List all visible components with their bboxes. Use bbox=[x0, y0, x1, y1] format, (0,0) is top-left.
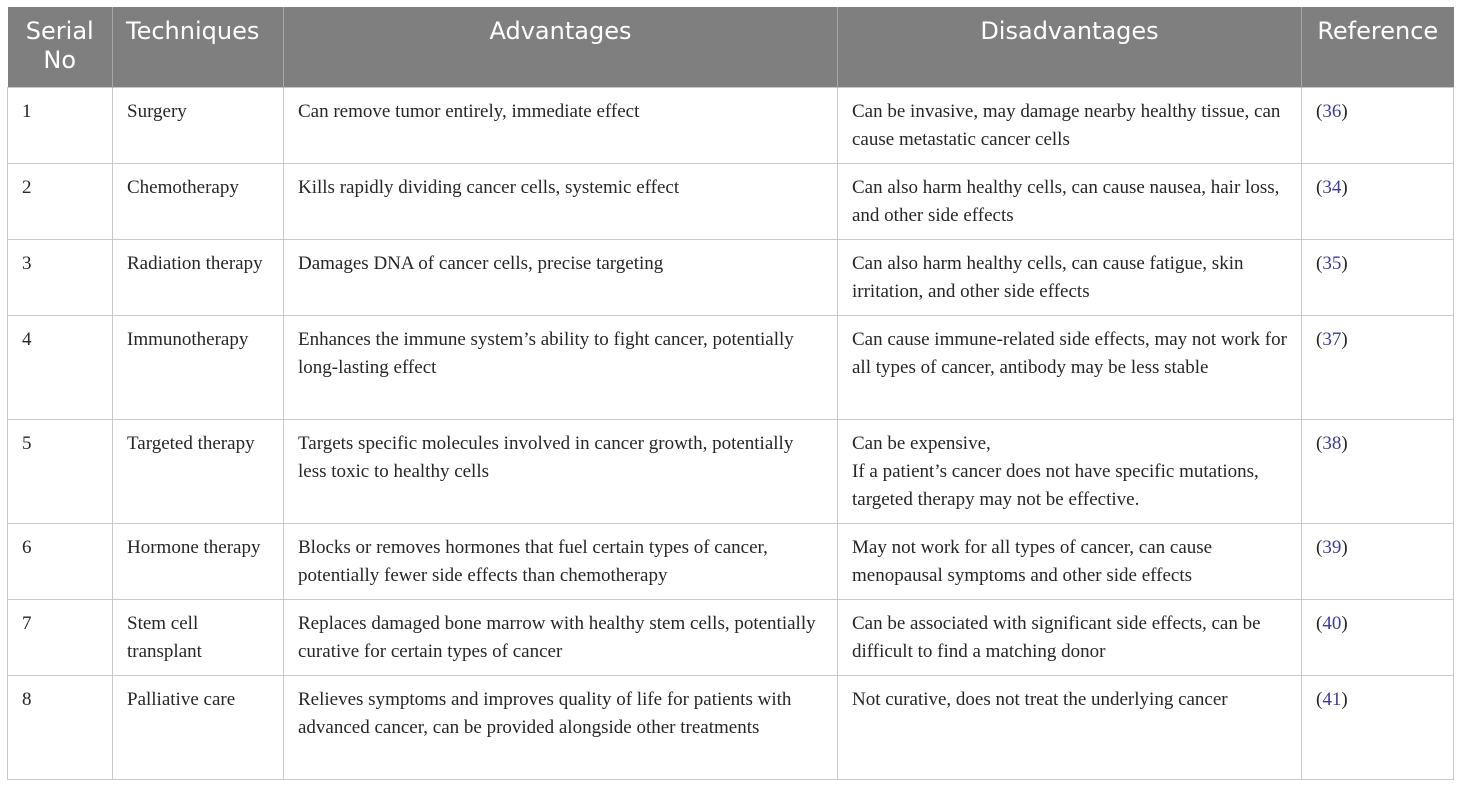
table-row bbox=[8, 419, 1454, 523]
table-row bbox=[8, 675, 1454, 779]
advantages-cell: Blocks or removes hormones that fuel certain types of cancer, potentially fewer side effects than chemotherapy bbox=[284, 523, 838, 599]
reference-close-paren: ) bbox=[1341, 176, 1348, 198]
technique-cell: Radiation therapy bbox=[113, 239, 284, 315]
reference-link[interactable]: 41 bbox=[1322, 688, 1342, 710]
reference-open-paren: ( bbox=[1316, 176, 1323, 198]
technique-cell: Targeted therapy bbox=[113, 419, 284, 523]
reference-link[interactable]: 38 bbox=[1322, 432, 1342, 454]
reference-cell bbox=[1302, 163, 1454, 239]
reference-close-paren: ) bbox=[1341, 432, 1348, 454]
technique-cell: Immunotherapy bbox=[113, 315, 284, 419]
header-advantages: Advantages bbox=[284, 7, 838, 87]
reference-cell bbox=[1302, 419, 1454, 523]
technique-cell: Chemotherapy bbox=[113, 163, 284, 239]
reference-open-paren: ( bbox=[1316, 612, 1323, 634]
reference-close-paren: ) bbox=[1341, 252, 1348, 274]
reference-close-paren: ) bbox=[1341, 328, 1348, 350]
reference-cell bbox=[1302, 87, 1454, 163]
serial-cell: 3 bbox=[8, 239, 113, 315]
serial-cell: 8 bbox=[8, 675, 113, 779]
reference-open-paren: ( bbox=[1316, 252, 1323, 274]
reference-cell bbox=[1302, 315, 1454, 419]
reference-cell bbox=[1302, 675, 1454, 779]
reference-open-paren: ( bbox=[1316, 536, 1323, 558]
advantages-cell: Kills rapidly dividing cancer cells, systemic effect bbox=[284, 163, 838, 239]
reference-close-paren: ) bbox=[1341, 536, 1348, 558]
table-row bbox=[8, 87, 1454, 163]
disadvantages-cell: Can be invasive, may damage nearby healthy tissue, can cause metastatic cancer cells bbox=[838, 87, 1302, 163]
serial-cell: 6 bbox=[8, 523, 113, 599]
advantages-cell: Can remove tumor entirely, immediate effect bbox=[284, 87, 838, 163]
serial-cell: 5 bbox=[8, 419, 113, 523]
reference-link[interactable]: 39 bbox=[1322, 536, 1342, 558]
table-row bbox=[8, 315, 1454, 419]
technique-cell: Surgery bbox=[113, 87, 284, 163]
header-disadvantages: Disadvantages bbox=[838, 7, 1302, 87]
reference-cell bbox=[1302, 239, 1454, 315]
table-header bbox=[8, 7, 1454, 87]
technique-cell: Palliative care bbox=[113, 675, 284, 779]
serial-cell: 1 bbox=[8, 87, 113, 163]
reference-link[interactable]: 34 bbox=[1322, 176, 1342, 198]
header-techniques: Techniques bbox=[113, 7, 284, 87]
header-serial-no: Serial No bbox=[8, 7, 113, 87]
table-body bbox=[8, 87, 1454, 779]
serial-cell: 7 bbox=[8, 599, 113, 675]
serial-cell: 2 bbox=[8, 163, 113, 239]
disadvantages-cell: Can be expensive, If a patient’s cancer does not have specific mutations, targeted therapy may not be effective. bbox=[838, 419, 1302, 523]
reference-close-paren: ) bbox=[1341, 688, 1348, 710]
disadvantages-cell: Can also harm healthy cells, can cause nausea, hair loss, and other side effects bbox=[838, 163, 1302, 239]
advantages-cell: Enhances the immune system’s ability to fight cancer, potentially long-lasting effect bbox=[284, 315, 838, 419]
advantages-cell: Damages DNA of cancer cells, precise targeting bbox=[284, 239, 838, 315]
table-row bbox=[8, 599, 1454, 675]
disadvantages-cell: Can also harm healthy cells, can cause fatigue, skin irritation, and other side effects bbox=[838, 239, 1302, 315]
disadvantages-cell: Can be associated with significant side effects, can be difficult to find a matching donor bbox=[838, 599, 1302, 675]
treatment-comparison-table bbox=[7, 7, 1454, 780]
reference-close-paren: ) bbox=[1341, 100, 1348, 122]
technique-cell: Stem cell transplant bbox=[113, 599, 284, 675]
disadvantages-cell: Can cause immune-related side effects, may not work for all types of cancer, antibody may be less stable bbox=[838, 315, 1302, 419]
reference-link[interactable]: 36 bbox=[1322, 100, 1342, 122]
header-reference: Reference bbox=[1302, 7, 1454, 87]
reference-cell bbox=[1302, 523, 1454, 599]
reference-open-paren: ( bbox=[1316, 432, 1323, 454]
advantages-cell: Relieves symptoms and improves quality of life for patients with advanced cancer, can be provided alongside other treatments bbox=[284, 675, 838, 779]
advantages-cell: Targets specific molecules involved in cancer growth, potentially less toxic to healthy cells bbox=[284, 419, 838, 523]
table-row bbox=[8, 239, 1454, 315]
advantages-cell: Replaces damaged bone marrow with healthy stem cells, potentially curative for certain types of cancer bbox=[284, 599, 838, 675]
reference-close-paren: ) bbox=[1341, 612, 1348, 634]
reference-link[interactable]: 40 bbox=[1322, 612, 1342, 634]
table-row bbox=[8, 523, 1454, 599]
table-row bbox=[8, 163, 1454, 239]
disadvantages-cell: May not work for all types of cancer, can cause menopausal symptoms and other side effects bbox=[838, 523, 1302, 599]
reference-open-paren: ( bbox=[1316, 688, 1323, 710]
reference-link[interactable]: 37 bbox=[1322, 328, 1342, 350]
disadvantages-cell: Not curative, does not treat the underlying cancer bbox=[838, 675, 1302, 779]
technique-cell: Hormone therapy bbox=[113, 523, 284, 599]
serial-cell: 4 bbox=[8, 315, 113, 419]
header-row bbox=[8, 7, 1454, 87]
reference-open-paren: ( bbox=[1316, 328, 1323, 350]
reference-link[interactable]: 35 bbox=[1322, 252, 1342, 274]
reference-cell bbox=[1302, 599, 1454, 675]
reference-open-paren: ( bbox=[1316, 100, 1323, 122]
